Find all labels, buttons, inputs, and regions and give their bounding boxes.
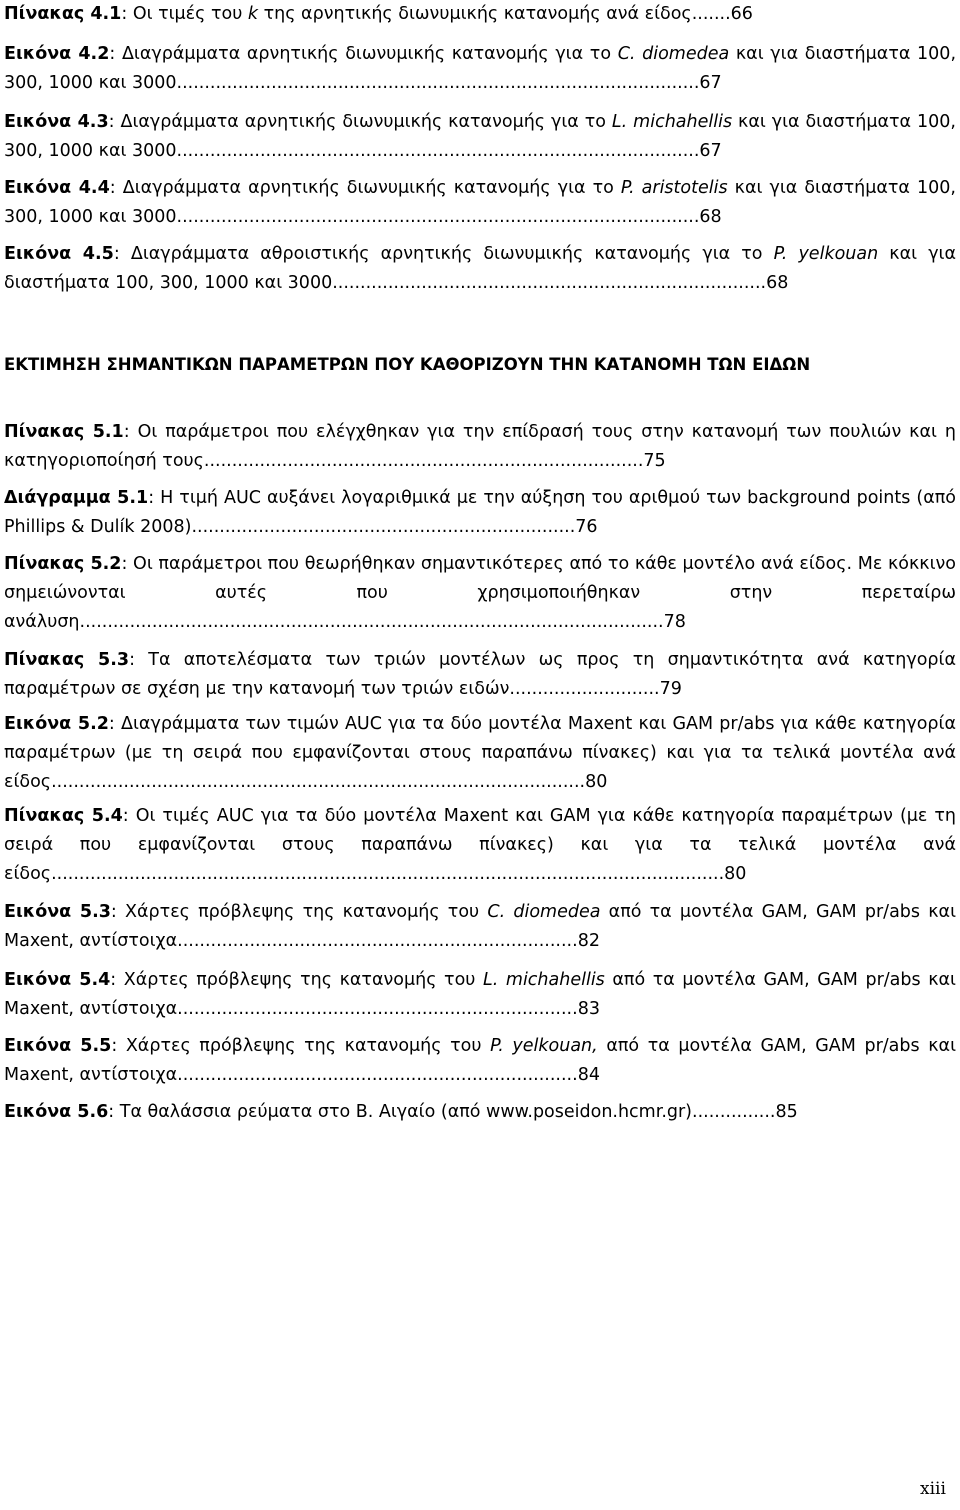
entry-page: 68 xyxy=(699,207,722,227)
toc-entry-figure-5-2[interactable] xyxy=(4,710,956,797)
entry-page: 68 xyxy=(766,273,789,293)
entry-italic: P. aristotelis xyxy=(620,178,728,198)
entry-label: Εικόνα 5. xyxy=(4,1102,97,1122)
leader-dots: ......................................................................................................... xyxy=(79,612,664,632)
entry-text: Χάρτες πρόβλεψης της κατανομής του xyxy=(123,970,483,990)
toc-entry-figure-4-4[interactable] xyxy=(4,174,956,232)
entry-number: 2 xyxy=(97,44,110,64)
entry-text: από τα μοντέλα GAM, GAM pr/abs και Maxent, αντίστοιχα xyxy=(4,1036,956,1085)
entry-text: Διαγράμματα αρνητικής διωνυμικής κατανομής για το xyxy=(121,44,618,64)
entry-text: της αρνητικής διωνυμικής κατανομής ανά είδος xyxy=(258,4,692,24)
entry-separator: : xyxy=(110,970,124,990)
entry-number: 1 xyxy=(109,4,122,24)
toc-entry-figure-5-4[interactable] xyxy=(4,966,956,1024)
leader-dots: ..................................................................... xyxy=(191,517,576,537)
entry-label: Εικόνα 4. xyxy=(4,244,102,264)
leader-dots: ....... xyxy=(691,4,731,24)
entry-text: και για διαστήματα 100, 300, 1000 και 3000 xyxy=(4,178,956,227)
leader-dots: ................................................................................................ xyxy=(51,772,586,792)
entry-separator: : xyxy=(123,422,138,442)
entry-italic: P. yelkouan, xyxy=(490,1036,598,1056)
entry-separator: : xyxy=(108,112,121,132)
entry-text: Διαγράμματα αθροιστικής αρνητικής διωνυμικής κατανομής για το xyxy=(130,244,774,264)
leader-dots: .............................................................................................. xyxy=(176,207,700,227)
leader-dots: ........................................................................ xyxy=(177,931,578,951)
leader-dots: .............................................................................................. xyxy=(176,141,700,161)
entry-label: Εικόνα 5. xyxy=(4,970,99,990)
entry-label: Πίνακας 4. xyxy=(4,4,110,24)
entry-page: 75 xyxy=(643,451,666,471)
entry-label: Εικόνα 5. xyxy=(4,714,97,734)
entry-page: 80 xyxy=(585,772,608,792)
entry-italic: C. diomedea xyxy=(617,44,730,64)
entry-separator: : xyxy=(121,554,134,574)
leader-dots: ........................................................................ xyxy=(177,999,578,1019)
entry-separator: : xyxy=(129,650,149,670)
leader-dots: ......................................................................................................................... xyxy=(51,864,725,884)
toc-entry-figure-4-5[interactable] xyxy=(4,240,956,298)
entry-separator: : xyxy=(113,244,131,264)
entry-number: 4 xyxy=(110,806,123,826)
entry-page: 76 xyxy=(575,517,598,537)
entry-page: 66 xyxy=(730,4,753,24)
entry-text: και για διαστήματα 100, 300, 1000 και 3000 xyxy=(4,112,956,161)
entry-text: Χάρτες πρόβλεψης της κατανομής του xyxy=(125,1036,491,1056)
entry-label: Εικόνα 4. xyxy=(4,44,98,64)
entry-separator: : xyxy=(122,806,136,826)
entry-text: Διαγράμματα των τιμών AUC για τα δύο μοντέλα Maxent και GAM pr/abs για κάθε κατηγορία παραμέτρων (με τη σειρά που εμφανίζονται στους παραπάνω πίνακες) και για τα τελικά μοντέλα ανά είδος xyxy=(4,714,956,792)
toc-entry-figure-5-6[interactable] xyxy=(4,1098,956,1127)
entry-separator: : xyxy=(111,1036,126,1056)
entry-italic: P. yelkouan xyxy=(773,244,879,264)
entry-number: 4 xyxy=(98,970,111,990)
entry-number: 1 xyxy=(136,488,149,508)
toc-entry-table-4-1[interactable] xyxy=(4,0,956,29)
entry-text: Τα θαλάσσια ρεύματα στο Β. Αιγαίο (από www.poseidon.hcmr.gr) xyxy=(119,1102,693,1122)
entry-label: Εικόνα 5. xyxy=(4,902,99,922)
entry-italic: L. michahellis xyxy=(611,112,733,132)
page-number: xiii xyxy=(920,1479,946,1499)
entry-number: 6 xyxy=(96,1102,109,1122)
entry-page: 67 xyxy=(699,141,722,161)
entry-page: 79 xyxy=(659,679,682,699)
entry-number: 3 xyxy=(98,902,111,922)
entry-page: 82 xyxy=(577,931,600,951)
entry-page: 84 xyxy=(577,1065,600,1085)
entry-separator: : xyxy=(110,902,126,922)
entry-page: 80 xyxy=(724,864,747,884)
toc-entry-figure-5-5[interactable] xyxy=(4,1032,956,1090)
entry-page: 67 xyxy=(699,73,722,93)
toc-entry-diagram-5-1[interactable] xyxy=(4,484,956,542)
entry-text: Τα αποτελέσματα των τριών μοντέλων ως προς τη σημαντικότητα ανά κατηγορία παραμέτρων σε σχέση με την κατανομή των τριών ειδών xyxy=(4,650,956,699)
leader-dots: .............................................................................. xyxy=(332,273,767,293)
entry-text: Διαγράμματα αρνητικής διωνυμικής κατανομής για το xyxy=(120,112,612,132)
entry-label: Πίνακας 5. xyxy=(4,554,110,574)
toc-entry-table-5-4[interactable] xyxy=(4,802,956,889)
entry-text: και για διαστήματα 100, 300, 1000 και 3000 xyxy=(4,44,957,93)
entry-separator: : xyxy=(148,488,161,508)
entry-label: Εικόνα 5. xyxy=(4,1036,100,1056)
entry-number: 4 xyxy=(97,178,110,198)
entry-separator: : xyxy=(121,4,133,24)
entry-page: 85 xyxy=(775,1102,798,1122)
entry-text: από τα μοντέλα GAM, GAM pr/abs και Maxent, αντίστοιχα xyxy=(4,970,956,1019)
entry-separator: : xyxy=(109,44,122,64)
toc-entry-table-5-2[interactable] xyxy=(4,550,956,637)
entry-text: Οι τιμές AUC για τα δύο μοντέλα Maxent και GAM για κάθε κατηγορία παραμέτρων (με τη σειρά που εμφανίζονται στους παραπάνω πίνακες) και για τα τελικά μοντέλα ανά είδος xyxy=(4,806,957,884)
toc-entry-figure-4-2[interactable] xyxy=(4,40,956,98)
entry-label: Πίνακας 5. xyxy=(4,650,117,670)
entry-text: και για διαστήματα 100, 300, 1000 και 3000 xyxy=(4,244,957,293)
entry-label: Διάγραμμα 5. xyxy=(4,488,137,508)
entry-page: 78 xyxy=(663,612,686,632)
entry-text: Χάρτες πρόβλεψης της κατανομής του xyxy=(125,902,488,922)
entry-label: Πίνακας 5. xyxy=(4,422,112,442)
leader-dots: ........................... xyxy=(509,679,660,699)
entry-separator: : xyxy=(109,178,123,198)
entry-separator: : xyxy=(108,714,122,734)
entry-text: Η τιμή AUC αυξάνει λογαριθμικά με την αύξηση του αριθμού των background points (από Phillips & Dulík 2008) xyxy=(4,488,956,537)
entry-separator: : xyxy=(108,1102,120,1122)
entry-text: από τα μοντέλα GAM, GAM pr/abs και Maxent, αντίστοιχα xyxy=(4,902,956,951)
entry-text: Οι τιμές του xyxy=(132,4,248,24)
toc-entry-table-5-3[interactable] xyxy=(4,646,956,704)
leader-dots: ............................................................................... xyxy=(203,451,644,471)
entry-number: 2 xyxy=(96,714,109,734)
entry-number: 1 xyxy=(111,422,124,442)
toc-entry-figure-4-3[interactable] xyxy=(4,108,956,166)
leader-dots: ........................................................................ xyxy=(177,1065,578,1085)
entry-italic: k xyxy=(247,4,259,24)
entry-page: 83 xyxy=(577,999,600,1019)
entry-text: Οι παράμετροι που ελέγχθηκαν για την επίδρασή τους στην κατανομή των πουλιών και η κατηγοριοποίησή τους xyxy=(4,422,956,471)
entry-number: 3 xyxy=(116,650,130,670)
entry-italic: L. michahellis xyxy=(483,970,605,990)
toc-entry-table-5-1[interactable] xyxy=(4,418,956,476)
entry-text: Οι παράμετροι που θεωρήθηκαν σημαντικότερες από το κάθε μοντέλο ανά είδος. Με κόκκινο σημειώνονται αυτές που χρησιμοποιήθηκαν στην περεταίρω ανάλυση xyxy=(4,554,957,632)
entry-number: 5 xyxy=(101,244,114,264)
section-heading[interactable]: ΕΚΤΙΜΗΣΗ ΣΗΜΑΝΤΙΚΩΝ ΠΑΡΑΜΕΤΡΩΝ ΠΟΥ ΚΑΘΟΡΙΖΟΥΝ ΤΗΝ ΚΑΤΑΝΟΜΗ ΤΩΝ ΕΙΔΩΝ xyxy=(4,355,811,374)
entry-label: Πίνακας 5. xyxy=(4,806,111,826)
leader-dots: .............................................................................................. xyxy=(176,73,700,93)
toc-entry-figure-5-3[interactable] xyxy=(4,898,956,956)
entry-text: Διαγράμματα αρνητικής διωνυμικής κατανομής για το xyxy=(122,178,621,198)
entry-number: 5 xyxy=(99,1036,112,1056)
entry-italic: C. diomedea xyxy=(487,902,601,922)
entry-number: 3 xyxy=(96,112,109,132)
entry-label: Εικόνα 4. xyxy=(4,112,97,132)
leader-dots: ............... xyxy=(692,1102,776,1122)
entry-number: 2 xyxy=(109,554,122,574)
entry-label: Εικόνα 4. xyxy=(4,178,98,198)
